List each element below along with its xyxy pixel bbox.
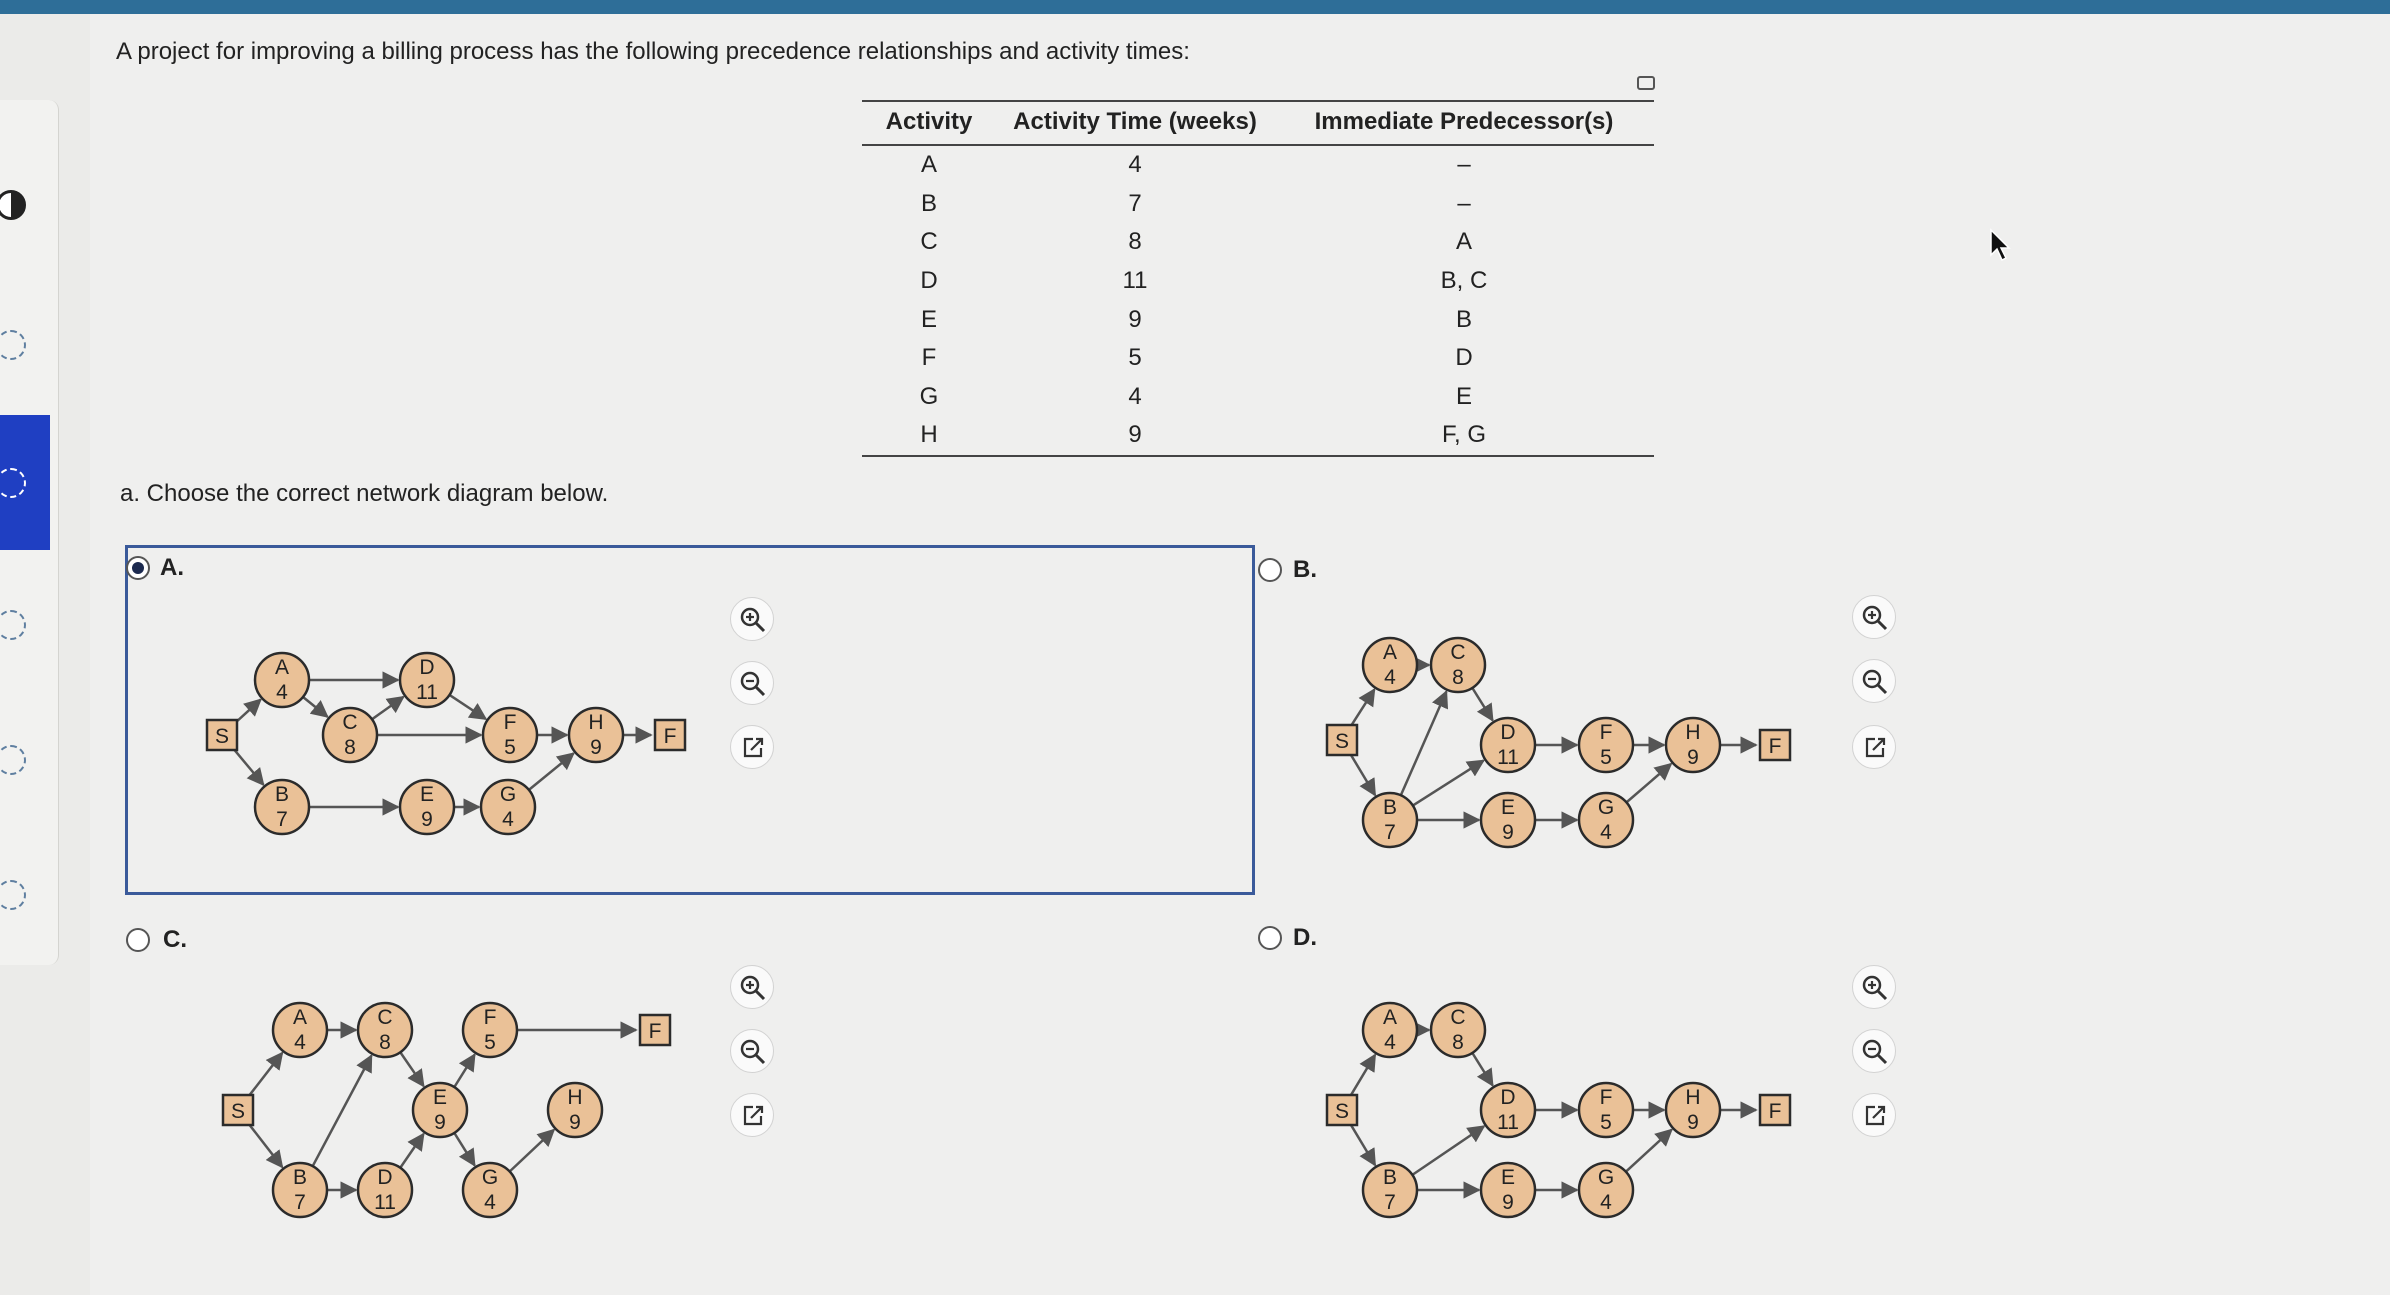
cell-activity: A	[920, 151, 937, 179]
col-header-activity: Activity	[862, 101, 996, 145]
activity-node-a	[255, 653, 309, 707]
part-a-prompt: a. Choose the correct network diagram below.	[120, 480, 609, 507]
activity-node-g	[463, 1163, 517, 1217]
option-c-label: C.	[163, 926, 187, 953]
node-time: 7	[294, 1191, 306, 1214]
node-letter: D	[419, 656, 435, 679]
open-new-window-button[interactable]	[1852, 1093, 1896, 1137]
expand-icon[interactable]	[1637, 76, 1655, 90]
node-time: 4	[484, 1191, 496, 1214]
zoom-out-button[interactable]	[730, 661, 774, 705]
activity-node-a	[273, 1003, 327, 1057]
node-time: 9	[1687, 1111, 1699, 1134]
edge-S-B	[233, 748, 264, 785]
zoom-in-icon	[739, 974, 767, 1002]
cell-time: 5	[1128, 344, 1142, 372]
open-new-window-icon	[1861, 1102, 1889, 1130]
cell-time: 8	[1128, 228, 1142, 256]
open-new-window-icon	[1861, 734, 1889, 762]
node-letter: A	[274, 656, 290, 679]
edge-S-A	[235, 700, 261, 724]
node-letter: A	[1382, 1006, 1398, 1029]
activity-node-d	[1481, 718, 1535, 772]
node-time: 4	[1600, 821, 1612, 844]
activity-node-b	[1363, 793, 1417, 847]
finish-node-label: F	[648, 1020, 662, 1043]
node-letter: F	[1599, 721, 1613, 744]
activity-node-e	[1481, 793, 1535, 847]
node-time: 4	[276, 681, 288, 704]
zoom-in-icon	[1861, 974, 1889, 1002]
node-letter: C	[342, 711, 358, 734]
zoom-out-icon	[1861, 1038, 1889, 1066]
node-time: 7	[1384, 1191, 1396, 1214]
activity-node-b	[1363, 1163, 1417, 1217]
node-letter: E	[1500, 796, 1516, 819]
cell-predecessors: –	[1457, 189, 1471, 217]
cell-activity: B	[920, 189, 937, 217]
node-time: 4	[1384, 1031, 1396, 1054]
network-diagram-a	[190, 610, 720, 860]
open-new-window-icon	[739, 1102, 767, 1130]
edge-A-C	[303, 697, 327, 717]
node-letter: D	[1500, 1086, 1516, 1109]
cell-time: 4	[1128, 151, 1142, 179]
activity-node-h	[569, 708, 623, 762]
node-time: 9	[1502, 821, 1514, 844]
precedence-table	[862, 100, 1654, 457]
node-letter: B	[1382, 796, 1398, 819]
node-time: 9	[1502, 1191, 1514, 1214]
cell-activity: F	[921, 344, 937, 372]
nav-item-1[interactable]	[0, 170, 52, 240]
dashed-circle-icon	[0, 610, 26, 640]
activity-node-h	[1666, 1083, 1720, 1137]
option-a-label: A.	[160, 554, 184, 581]
table-row	[862, 300, 1654, 339]
node-letter: G	[481, 1166, 499, 1189]
edge-S-B	[1351, 755, 1375, 796]
activity-node-h	[548, 1083, 602, 1137]
node-time: 4	[294, 1031, 306, 1054]
activity-node-c	[1431, 638, 1485, 692]
edge-C-D	[1472, 688, 1492, 721]
cell-predecessors: B	[1455, 305, 1472, 333]
option-d-radio[interactable]	[1258, 926, 1282, 950]
activity-node-d	[400, 653, 454, 707]
node-time: 5	[1600, 746, 1612, 769]
cell-activity: G	[919, 382, 939, 410]
activity-node-g	[1579, 1163, 1633, 1217]
node-letter: C	[1450, 1006, 1466, 1029]
zoom-in-button[interactable]	[1852, 595, 1896, 639]
network-diagram-c	[210, 980, 690, 1240]
edge-S-A	[1351, 1055, 1375, 1096]
edge-C-D	[1472, 1053, 1492, 1086]
finish-node-label: F	[663, 725, 677, 748]
node-letter: E	[432, 1086, 448, 1109]
cell-predecessors: F, G	[1274, 416, 1654, 456]
edge-D-F	[450, 695, 486, 719]
open-new-window-button[interactable]	[730, 1093, 774, 1137]
node-letter: F	[503, 711, 517, 734]
node-letter: F	[1599, 1086, 1613, 1109]
node-time: 7	[1384, 821, 1396, 844]
activity-node-e	[413, 1083, 467, 1137]
cell-time: 9	[996, 416, 1274, 456]
zoom-in-icon	[1861, 604, 1889, 632]
edge-B-D	[1413, 761, 1484, 806]
node-letter: D	[377, 1166, 393, 1189]
node-time: 9	[590, 736, 602, 759]
finish-node-label: F	[1768, 735, 1782, 758]
node-letter: G	[1597, 1166, 1615, 1189]
activity-node-a	[1363, 1003, 1417, 1057]
zoom-out-button[interactable]	[730, 1029, 774, 1073]
activity-node-e	[400, 780, 454, 834]
edge-S-B	[1351, 1125, 1375, 1166]
question-intro: A project for improving a billing process has the following precedence relationships and activity times:	[116, 38, 1190, 65]
start-node-label: S	[214, 725, 230, 748]
table-row	[862, 416, 1654, 456]
open-new-window-button[interactable]	[730, 725, 774, 769]
dashed-circle-icon	[0, 330, 26, 360]
zoom-out-button[interactable]	[1852, 1029, 1896, 1073]
table-row	[862, 185, 1654, 224]
edge-E-G	[454, 1133, 474, 1166]
cell-predecessors: –	[1457, 151, 1471, 179]
finish-node-label: F	[1768, 1100, 1782, 1123]
node-letter: B	[274, 783, 290, 806]
node-time: 9	[421, 808, 433, 831]
node-letter: G	[499, 783, 517, 806]
cell-time: 4	[1128, 382, 1142, 410]
start-node-label: S	[230, 1100, 246, 1123]
dashed-circle-icon	[0, 468, 26, 498]
node-letter: G	[1597, 796, 1615, 819]
nav-item-2[interactable]	[0, 310, 52, 380]
node-time: 8	[379, 1031, 391, 1054]
network-diagram-b	[1310, 615, 1850, 875]
activity-node-f	[1579, 1083, 1633, 1137]
cell-activity: E	[920, 305, 937, 333]
node-letter: A	[1382, 641, 1398, 664]
edge-C-E	[400, 1052, 423, 1086]
cell-predecessors: A	[1455, 228, 1472, 256]
cell-predecessors: D	[1455, 344, 1473, 372]
node-time: 5	[1600, 1111, 1612, 1134]
dashed-circle-icon	[0, 745, 26, 775]
node-time: 8	[344, 736, 356, 759]
activity-node-h	[1666, 718, 1720, 772]
nav-item-3-active[interactable]	[0, 415, 50, 550]
node-time: 11	[1497, 746, 1519, 769]
node-time: 8	[1452, 666, 1464, 689]
node-letter: C	[1450, 641, 1466, 664]
option-b-label: B.	[1293, 556, 1317, 583]
activity-node-f	[463, 1003, 517, 1057]
question-nav	[0, 100, 59, 965]
activity-node-g	[1579, 793, 1633, 847]
zoom-in-button[interactable]	[1852, 965, 1896, 1009]
activity-node-e	[1481, 1163, 1535, 1217]
table-row	[862, 262, 1654, 301]
cell-predecessors: B, C	[1440, 267, 1488, 295]
table-row	[862, 145, 1654, 185]
top-bar	[0, 0, 2390, 14]
edge-B-C	[1401, 692, 1447, 796]
nav-item-5[interactable]	[0, 725, 52, 795]
edge-G-H	[1626, 764, 1671, 802]
activity-node-c	[323, 708, 377, 762]
node-time: 7	[276, 808, 288, 831]
cell-time: 11	[1122, 267, 1148, 295]
zoom-out-icon	[1861, 668, 1889, 696]
zoom-in-button[interactable]	[730, 597, 774, 641]
node-letter: E	[419, 783, 435, 806]
col-header-predecessors: Immediate Predecessor(s)	[1274, 101, 1654, 145]
open-new-window-button[interactable]	[1852, 725, 1896, 769]
zoom-out-button[interactable]	[1852, 659, 1896, 703]
col-header-time: Activity Time (weeks)	[996, 101, 1274, 145]
option-d-label: D.	[1293, 924, 1317, 951]
activity-node-c	[358, 1003, 412, 1057]
node-letter: H	[567, 1086, 583, 1109]
edge-S-A	[1351, 689, 1374, 725]
node-time: 9	[569, 1111, 581, 1134]
option-b-radio[interactable]	[1258, 558, 1282, 582]
activity-node-a	[1363, 638, 1417, 692]
node-letter: C	[377, 1006, 393, 1029]
node-letter: H	[1685, 1086, 1701, 1109]
nav-item-6[interactable]	[0, 860, 52, 930]
node-letter: H	[1685, 721, 1701, 744]
edge-C-D	[372, 697, 403, 719]
node-time: 11	[374, 1191, 396, 1214]
edge-E-F	[454, 1055, 474, 1088]
activity-node-b	[255, 780, 309, 834]
edge-B-C	[313, 1056, 372, 1167]
option-a-radio[interactable]	[126, 556, 150, 580]
node-letter: B	[292, 1166, 308, 1189]
cell-time: 9	[1128, 305, 1142, 333]
edge-D-E	[400, 1134, 423, 1168]
node-time: 4	[502, 808, 514, 831]
node-letter: E	[1500, 1166, 1516, 1189]
table-row	[862, 339, 1654, 378]
node-letter: F	[483, 1006, 497, 1029]
node-time: 9	[1687, 746, 1699, 769]
cell-activity: H	[862, 416, 996, 456]
activity-node-f	[1579, 718, 1633, 772]
edge-G-H	[510, 1130, 554, 1172]
activity-node-d	[358, 1163, 412, 1217]
node-time: 5	[504, 736, 516, 759]
edge-G-H	[1626, 1130, 1672, 1172]
node-letter: H	[588, 711, 604, 734]
node-time: 4	[1600, 1191, 1612, 1214]
mouse-cursor-icon	[1988, 228, 2014, 264]
cell-activity: D	[920, 267, 938, 295]
node-time: 5	[484, 1031, 496, 1054]
node-time: 8	[1452, 1031, 1464, 1054]
activity-node-b	[273, 1163, 327, 1217]
half-filled-circle-icon	[0, 190, 26, 220]
node-time: 9	[434, 1111, 446, 1134]
open-new-window-icon	[739, 734, 767, 762]
node-letter: D	[1500, 721, 1516, 744]
edge-S-B	[248, 1123, 282, 1167]
zoom-out-icon	[739, 670, 767, 698]
table-row	[862, 223, 1654, 262]
edge-G-H	[529, 753, 574, 790]
edge-S-A	[248, 1053, 282, 1097]
start-node-label: S	[1334, 1100, 1350, 1123]
node-letter: A	[292, 1006, 308, 1029]
zoom-in-icon	[739, 606, 767, 634]
node-time: 4	[1384, 666, 1396, 689]
activity-node-g	[481, 780, 535, 834]
zoom-out-icon	[739, 1038, 767, 1066]
option-c-radio[interactable]	[126, 928, 150, 952]
cell-predecessors: E	[1455, 382, 1472, 410]
network-diagram-d	[1310, 980, 1850, 1240]
activity-node-f	[483, 708, 537, 762]
zoom-in-button[interactable]	[730, 965, 774, 1009]
activity-node-d	[1481, 1083, 1535, 1137]
cell-time: 7	[1128, 189, 1142, 217]
edge-B-D	[1412, 1126, 1484, 1175]
start-node-label: S	[1334, 730, 1350, 753]
node-time: 11	[1497, 1111, 1519, 1134]
activity-node-c	[1431, 1003, 1485, 1057]
cell-activity: C	[920, 228, 938, 256]
node-time: 11	[416, 681, 438, 704]
nav-item-4[interactable]	[0, 590, 52, 660]
dashed-circle-icon	[0, 880, 26, 910]
node-letter: B	[1382, 1166, 1398, 1189]
table-row	[862, 378, 1654, 417]
